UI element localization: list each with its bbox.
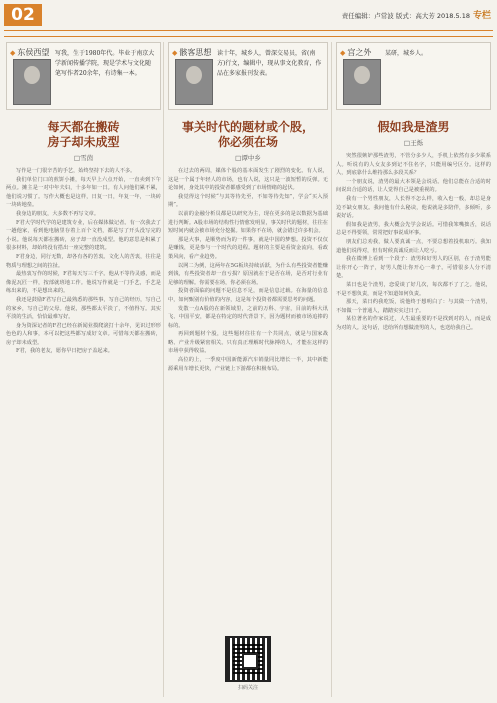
title-line-1: 假如我是渣男 xyxy=(377,120,450,134)
header-rule-secondary xyxy=(4,36,493,37)
pen-name xyxy=(340,47,371,58)
pen-icon: ◆ xyxy=(172,49,178,57)
pen-name-text: 宫之外 xyxy=(347,48,372,57)
paragraph: 我觉得这个时候“与其等待先至，不如等待先知”，学会“买入预期”。 xyxy=(168,193,328,209)
author-bio: 某研，城乡人。 xyxy=(385,50,428,57)
author-box xyxy=(336,42,491,110)
paragraph: 最热衷写作的时候，F君每天写三千字。他从不等待灵感，而是像泥瓦匠一样，按部就班地工作。他说写作就是一门手艺，手艺是练出来的，不是想出来的。 xyxy=(6,271,161,295)
title-line-1: 事关时代的题材或个股， xyxy=(181,120,314,134)
author-box xyxy=(168,42,328,110)
paragraph: 投资者面临的问题不是信息不足，而是信息过载。在海量的信息中，如何甄别有价值的内容，这是每个投资者都需要思考的问题。 xyxy=(168,288,328,303)
column-separator xyxy=(163,42,164,697)
paragraph: 我在微博上看到一个段子：渣男和好男人的区别，在于渣男能让你开心一阵子，好男人能让你开心一辈子。可惜很多人分不清楚。 xyxy=(336,256,491,280)
author-photo xyxy=(343,59,381,105)
paragraph: 那是大事，是顺势而为的一件事，就是中国的梦想。投资不仅仅是赚钱，更是参与一个时代的进程。题材的主要是看资金流向，看政策风向，看产业趋势。 xyxy=(168,236,328,260)
column-left xyxy=(6,42,161,697)
paragraph: 发散一点A股的在新领域里，之前的万科、宇宙，目前的科大讯飞、中国平安，都是在特定的时代背景下，因为题材而被市场追捧的标的。 xyxy=(168,305,328,329)
paragraph: 身为资深记者的F君已经在新闻业摸爬滚打十余年，见识过形形色色的人和事，本可以把这些都写成好文章。可惜每天都在搬砖，房子却未成型。 xyxy=(6,322,161,346)
paragraph: 以网二为例，这两年在5G板块持续活跃，为什么有些投资者能赚到钱，有些投资者却一直亏损？原因就在于是否在场，是否对行业有足够的理解。你需要在场，你必须在场。 xyxy=(168,262,328,286)
author-bio: 读十年，城乡人，曾深交易员，省(南方)行文，编辑中，现从事文化教育，作品在多家报刊发表。 xyxy=(217,50,322,77)
article-body xyxy=(336,152,491,332)
pen-name xyxy=(172,47,211,58)
byline: □谭中乡 xyxy=(235,154,261,162)
pen-icon: ◆ xyxy=(10,49,16,57)
article-title xyxy=(6,120,161,150)
paragraph: 我们单位门口的煎饼小摊，每天早上六点开始，一直卖到下午两点。摊主是一对中年夫妇，十多年如一日。有人问他们累不累，他们说习惯了。写作大概也是这样，日复一日，年复一年，一块砖一块砖地垒。 xyxy=(6,176,161,209)
column-right xyxy=(336,42,491,697)
paragraph: 一个朋友说，渣男的最大本领是会说话。他们总能在合适的时间说出合适的话，让人觉得自己是被重视的。 xyxy=(336,178,491,194)
paragraph: 我有一个男性朋友，人长得不怎么样，收入也一般，却总是身边不缺女朋友。我问他有什么秘诀，他说就是多陪伴，多倾听，多说好话。 xyxy=(336,195,491,220)
author-box xyxy=(6,42,161,110)
paragraph: 我身边的朋友，大多数不再写文章。 xyxy=(16,210,100,217)
article-title xyxy=(336,120,491,135)
paragraph: 菜日也是个渣男，恋爱谈了好几次，每次都不了了之。他说，不是不想负责，而是不知道如何负责。 xyxy=(336,281,491,297)
qr-code-block[interactable] xyxy=(220,636,276,691)
paragraph: F君，我的老友，愿你早日把房子盖起来。 xyxy=(16,348,113,355)
header-rule xyxy=(4,30,493,31)
article-body xyxy=(6,167,161,356)
title-line-2: 你必须在场 xyxy=(217,135,278,149)
page-number: 02 xyxy=(4,4,42,26)
paragraph: 某位著名的作家说过，人生最重要的不是找到对的人，而是成为对的人。这句话，送给所有想做渣男的人，也送给我自己。 xyxy=(336,316,491,331)
byline: □雪茵 xyxy=(73,154,94,162)
section-tag: 专栏 xyxy=(472,11,491,21)
byline: □王烁 xyxy=(403,139,424,147)
header-info xyxy=(342,8,491,21)
qr-caption: 扫码关注 xyxy=(237,685,258,691)
pen-icon: ◆ xyxy=(340,49,346,57)
title-line-2: 房子却未成型 xyxy=(47,135,120,149)
paragraph: 我还是鼓励F君写自己最熟悉的那些事，写自己的经历，写自己的家乡，写自己的父母。他说，那些都太平淡了，不值得写。其实平淡的生活，恰恰最难写好。 xyxy=(6,296,161,321)
paragraph: 高位的上，一季度中国新能源汽车销量同比增长一半，其中新能源乘用车增长更快，产业链上下游都在积极布局。 xyxy=(168,357,328,372)
editor-line: 责任编辑：卢常波 版式：高大芳 2018.5.18 xyxy=(341,12,470,20)
paragraph: 那天，菜日约我吃饭，说他终于想明白了：与其做一个渣男，不如做一个普通人，踏踏实实过日子。 xyxy=(336,299,491,314)
article-body xyxy=(168,167,328,557)
article-title xyxy=(168,120,328,150)
author-photo xyxy=(175,59,213,105)
pen-name-text: 东侯西望 xyxy=(17,48,50,57)
paragraph: 在过去的两周，媒体个股的基本面发生了剧烈的变化。有人说，这是一个属于年轻人的市场，也有人说，这只是一波短暂的反弹。无论如何，身处其中的投资者都感受到了市场情绪的起伏。 xyxy=(168,168,328,192)
column-middle xyxy=(168,42,328,697)
paragraph: 突然很嫉妒那些渣男，不管分多少人，手机上依然有多少联系人。听说有的人女友多到记不住名字，只能用编号区分。这样的人，到底靠什么维持那么多段关系？ xyxy=(336,153,491,177)
paragraph: 以前的金融分析员都是以研究为主，现在更多的是以数据为基础进行判断。A股市场的结构性行情愈发明显，事关时代的题材，往往在短时间内就会被市场充分挖掘。如果你不在场，就会错过许多机会。 xyxy=(168,210,328,235)
column-separator xyxy=(331,42,332,697)
paragraph: F君身边，同行无数，却各有各的苦衷。文化人的苦衷，往往是物质与理想之间的拉扯。 xyxy=(6,253,161,269)
paragraph: 假如我是渣男，我大概会先学会说话。可惜我笨嘴拙舌，说话总是不得要领，常常把好事说成坏事。 xyxy=(336,221,491,237)
paragraph: F君大学时代学的是建筑专业，后在媒体做记者。有一次我去了一趟他家，看到他电脑里存着上百个文档，都是写了开头没写完的小说。他说每天都在搬砖，房子却一直没成型。他的意思是积累了很多材料，却始终没有搭出一座完整的建筑。 xyxy=(6,219,161,252)
paragraph: 朋友们总劝我，做人要真诚一点，不要总想着投机取巧。我知道他们说得对，但有时候真诚反而让人吃亏。 xyxy=(336,238,491,254)
paragraph: 写作是一门很辛苦的手艺，始终坚持下去的人不多。 xyxy=(16,168,136,174)
paragraph: 再回到题材个股，这些题材往往有一个共同点，就是与国家战略、产业升级紧密相关。只有真正理解时代脉搏的人，才能在这样的市场中获得收益。 xyxy=(168,331,328,355)
qr-code-icon[interactable] xyxy=(225,636,271,682)
title-line-1: 每天都在搬砖 xyxy=(47,120,120,134)
author-photo xyxy=(13,59,51,105)
pen-name xyxy=(10,47,49,58)
pen-name-text: 骸客思想 xyxy=(179,48,212,57)
author-bio: 写我，生于1980年代。毕业于南京大学新闻传播学院，现是学术与文化随笔写作者20余年，有诗集一本。 xyxy=(55,50,155,77)
